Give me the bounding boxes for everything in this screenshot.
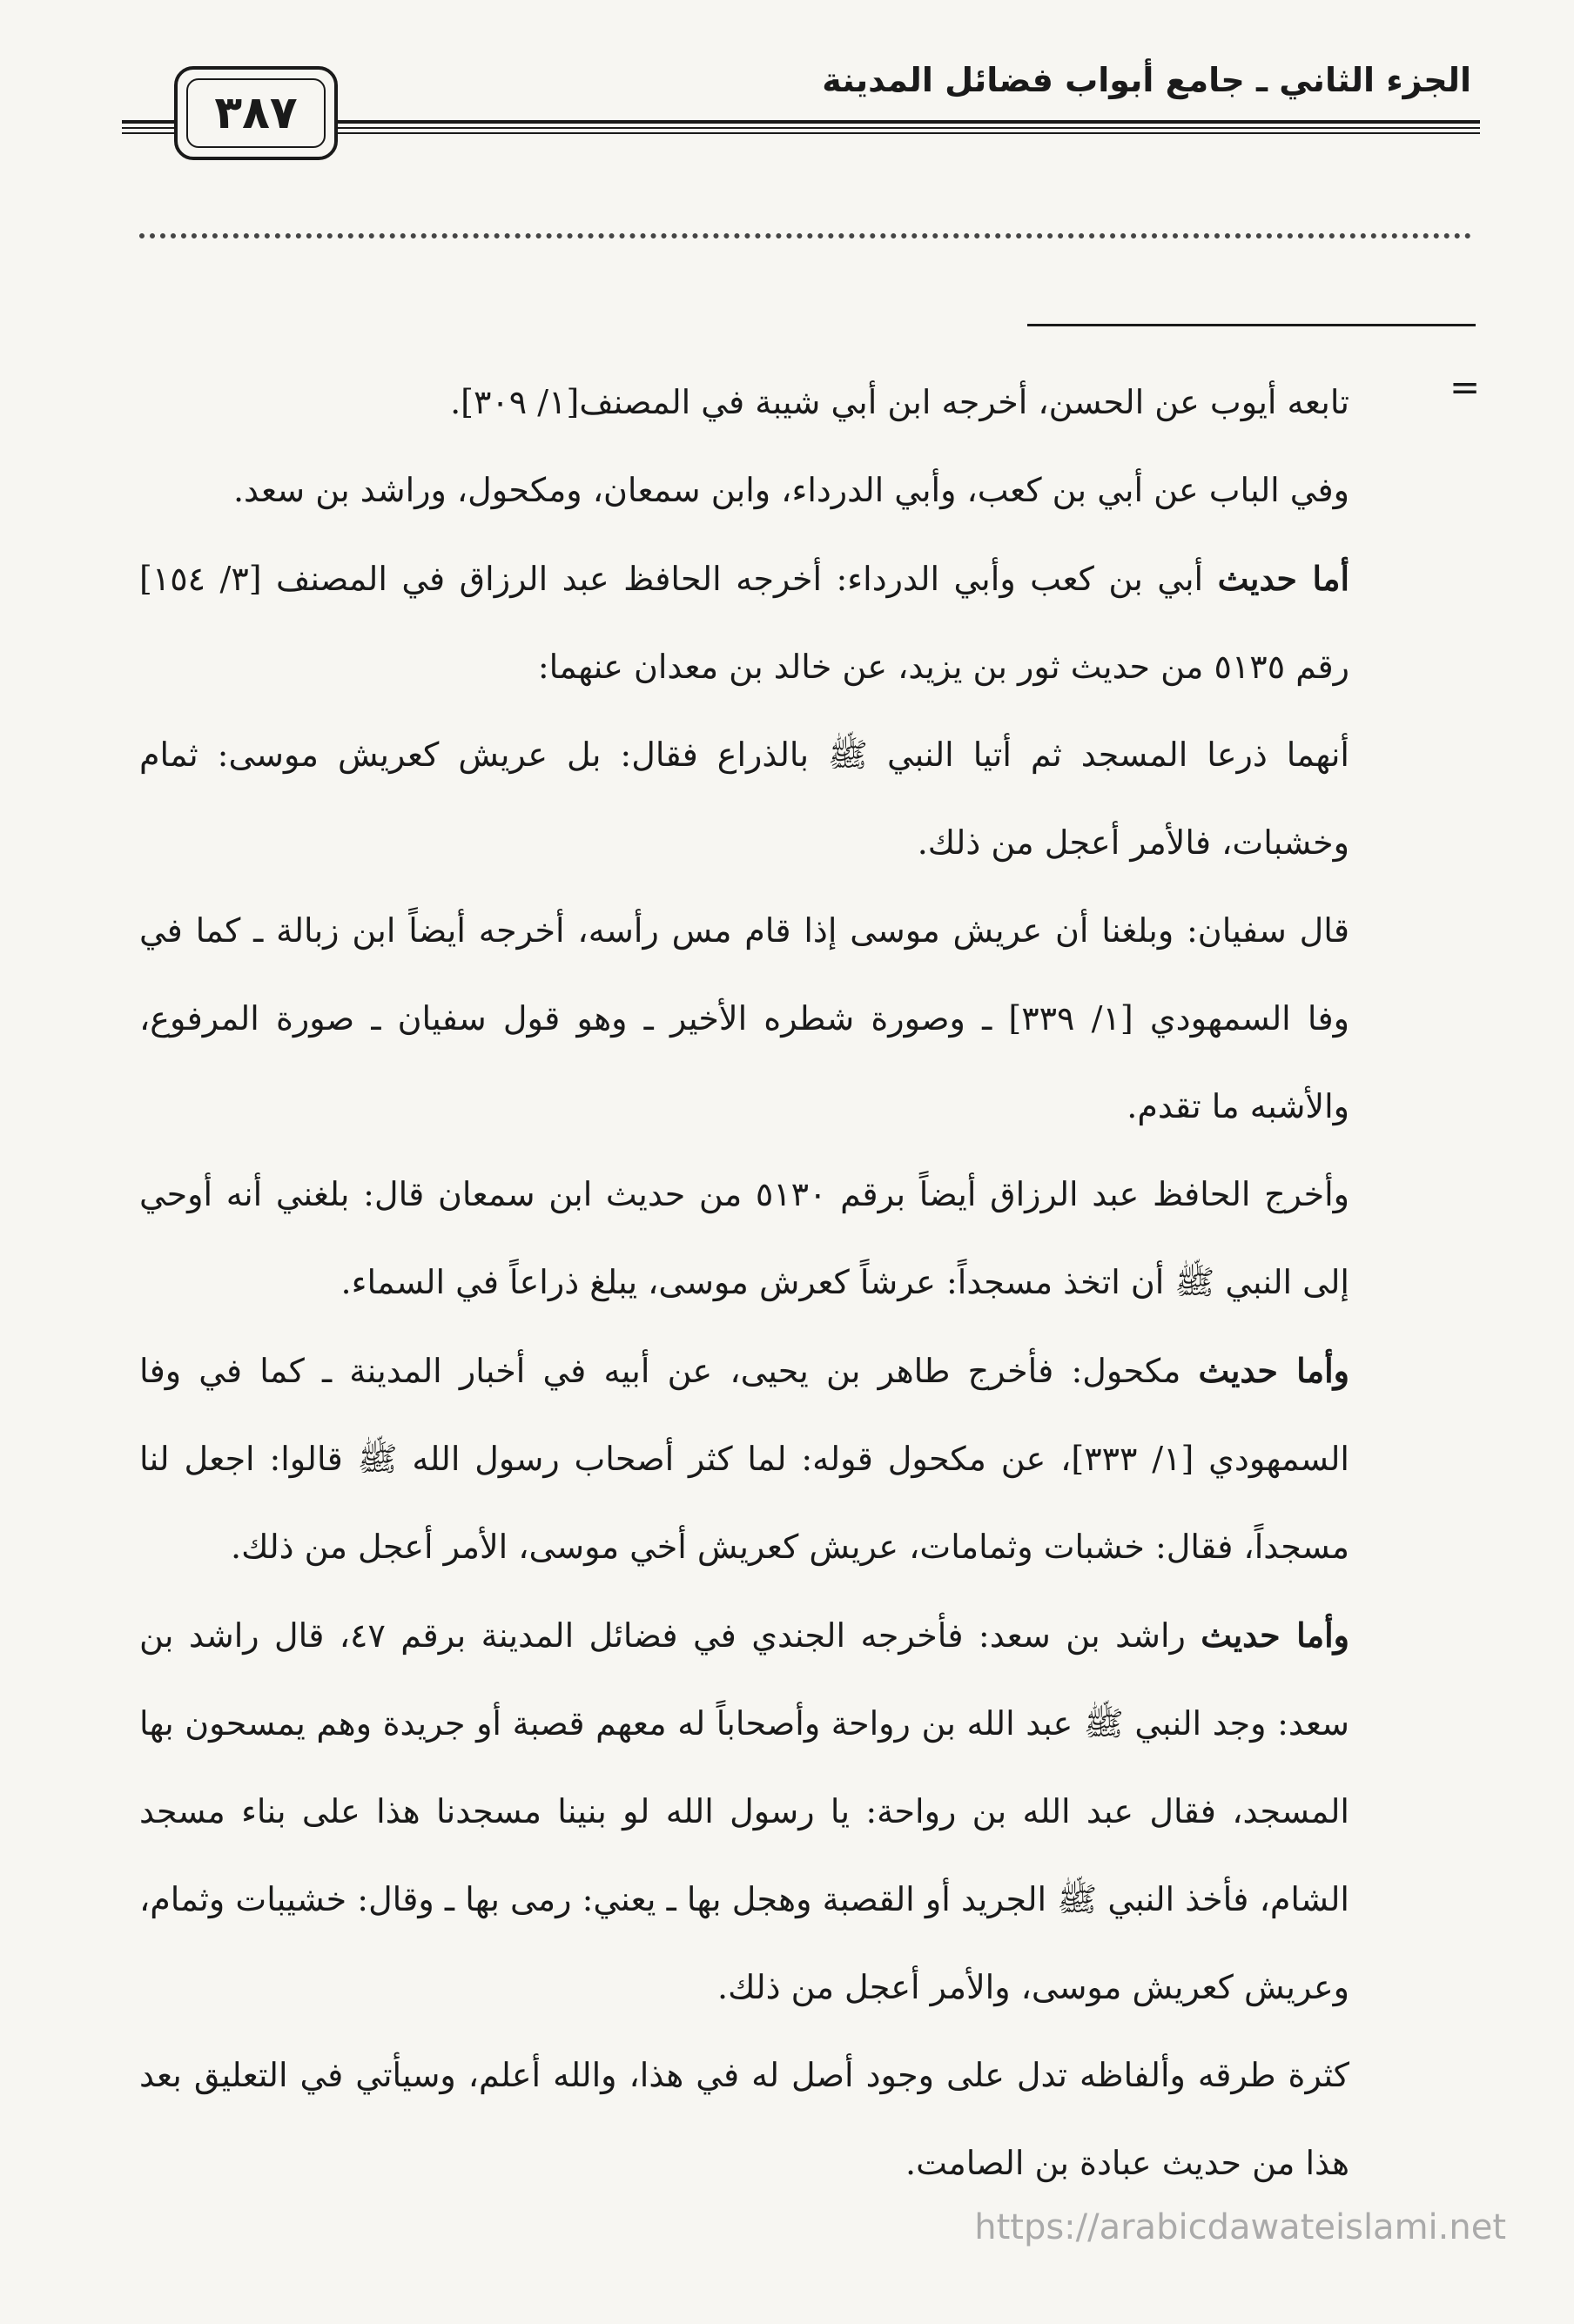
paragraph-text: تابعه أيوب عن الحسن، أخرجه ابن أبي شيبة في المصنف[١/ ٣٠٩].	[450, 383, 1349, 421]
paragraph	[139, 1591, 1349, 2032]
paragraph	[139, 447, 1349, 534]
paragraph	[139, 534, 1349, 711]
page-number: ٣٨٧	[186, 78, 326, 148]
paragraph-text: كثرة طرقه وألفاظه تدل على وجود أصل له في هذا، والله أعلم، وسيأتي في التعليق بعد هذا من حديث عبادة بن الصامت.	[139, 2056, 1349, 2182]
dotted-separator	[139, 233, 1471, 238]
paragraph	[139, 887, 1349, 1151]
paragraph-lead: أما حديث	[1217, 559, 1350, 598]
paragraph	[139, 1151, 1349, 1327]
paragraph-lead: وأما حديث	[1201, 1615, 1349, 1655]
page-number-frame	[174, 66, 338, 160]
paragraph-text: أبي بن كعب وأبي الدرداء: أخرجه الحافظ عبد الرزاق في المصنف [٣/ ١٥٤] رقم ٥١٣٥ من حديث ثور بن يزيد، عن خالد بن معدان عنهما:	[139, 560, 1349, 686]
footnote-body	[139, 359, 1349, 2207]
paragraph-text: وأخرج الحافظ عبد الرزاق أيضاً برقم ٥١٣٠ من حديث ابن سمعان قال: بلغني أنه أوحي إلى النبي ﷺ أن اتخذ مسجداً: عرشاً كعرش موسى، يبلغ ذراعاً في السماء.	[139, 1175, 1349, 1301]
paragraph-text: راشد بن سعد: فأخرجه الجندي في فضائل المدينة برقم ٤٧، قال راشد بن سعد: وجد النبي ﷺ عبد الله بن رواحة وأصحاباً له معهم قصبة أو جريدة وهم يمسحون بها المسجد، فقال عبد الله بن رواحة: يا رسول الله لو بنينا مسجدنا هذا على بناء مسجد الشام، فأخذ النبي ﷺ الجريد أو القصبة وهجل بها ـ يعني: رمى بها ـ وقال: خشيبات وثمام، وعريش كعريش موسى، والأمر أعجل من ذلك.	[139, 1616, 1349, 2006]
running-header-title: الجزء الثاني ـ جامع أبواب فضائل المدينة	[822, 61, 1471, 99]
paragraph-text: قال سفيان: وبلغنا أن عريش موسى إذا قام مس رأسه، أخرجه أيضاً ابن زبالة ـ كما في وفا السمهودي [١/ ٣٣٩] ـ وصورة شطره الأخير ـ وهو قول سفيان ـ صورة المرفوع، والأشبه ما تقدم.	[139, 911, 1349, 1125]
paragraph-text: أنهما ذرعا المسجد ثم أتيا النبي ﷺ بالذراع فقال: بل عريش كعريش موسى: ثمام وخشبات، فالأمر أعجل من ذلك.	[139, 735, 1349, 862]
paragraph	[139, 359, 1349, 447]
paragraph	[139, 711, 1349, 887]
continuation-marker: =	[1450, 366, 1481, 408]
watermark-url: https://arabicdawateislami.net	[974, 2207, 1506, 2247]
paragraph-text: وفي الباب عن أبي بن كعب، وأبي الدرداء، وابن سمعان، ومكحول، وراشد بن سعد.	[232, 471, 1349, 509]
paragraph	[139, 2032, 1349, 2207]
paragraph	[139, 1327, 1349, 1591]
paragraph-lead: وأما حديث	[1198, 1351, 1349, 1390]
paragraph-text: مكحول: فأخرج طاهر بن يحيى، عن أبيه في أخبار المدينة ـ كما في وفا السمهودي [١/ ٣٣٣]، عن مكحول قوله: لما كثر أصحاب رسول الله ﷺ قالوا: اجعل لنا مسجداً، فقال: خشبات وثمامات، عريش كعريش أخي موسى، الأمر أعجل من ذلك.	[139, 1352, 1349, 1566]
footnote-rule	[1027, 324, 1476, 326]
